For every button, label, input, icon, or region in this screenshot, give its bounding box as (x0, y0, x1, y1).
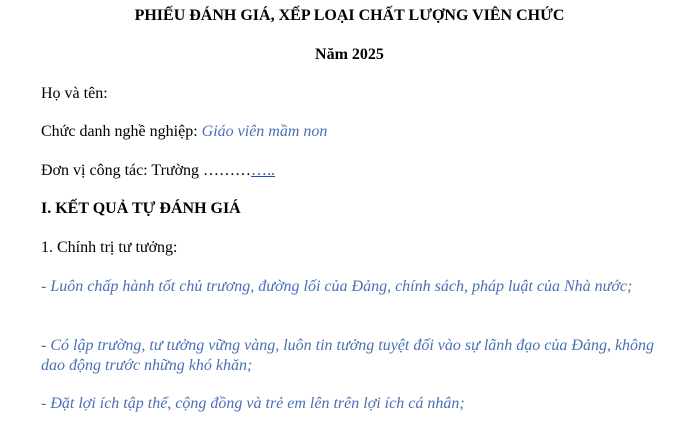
list-item: - Đặt lợi ích tập thể, cộng đồng và trẻ em lên trên lợi ích cá nhân; (41, 395, 465, 412)
subsection-heading: 1. Chính trị tư tưởng: (41, 239, 178, 256)
job-title-field (41, 122, 327, 142)
name-field-label: Họ và tên: (41, 85, 108, 102)
job-title-label: Chức danh nghề nghiệp: (41, 123, 198, 140)
document-year: Năm 2025 (315, 46, 384, 63)
work-unit-field (41, 161, 275, 181)
section-heading: I. KẾT QUẢ TỰ ĐÁNH GIÁ (41, 200, 241, 217)
job-title-value: Giáo viên mầm non (201, 123, 328, 140)
list-item: - Có lập trường, tư tưởng vững vàng, luôn tin tưởng tuyệt đối vào sự lãnh đạo của Đảng, không dao động trước những khó khăn; (41, 337, 655, 374)
list-item: - Luôn chấp hành tốt chủ trương, đường lối của Đảng, chính sách, pháp luật của Nhà nước; (41, 278, 633, 295)
work-unit-dots: ….. (251, 162, 276, 179)
document-title: PHIẾU ĐÁNH GIÁ, XẾP LOẠI CHẤT LƯỢNG VIÊN CHỨC (134, 7, 565, 24)
work-unit-label: Đơn vị công tác: Trường ……… (41, 162, 252, 179)
